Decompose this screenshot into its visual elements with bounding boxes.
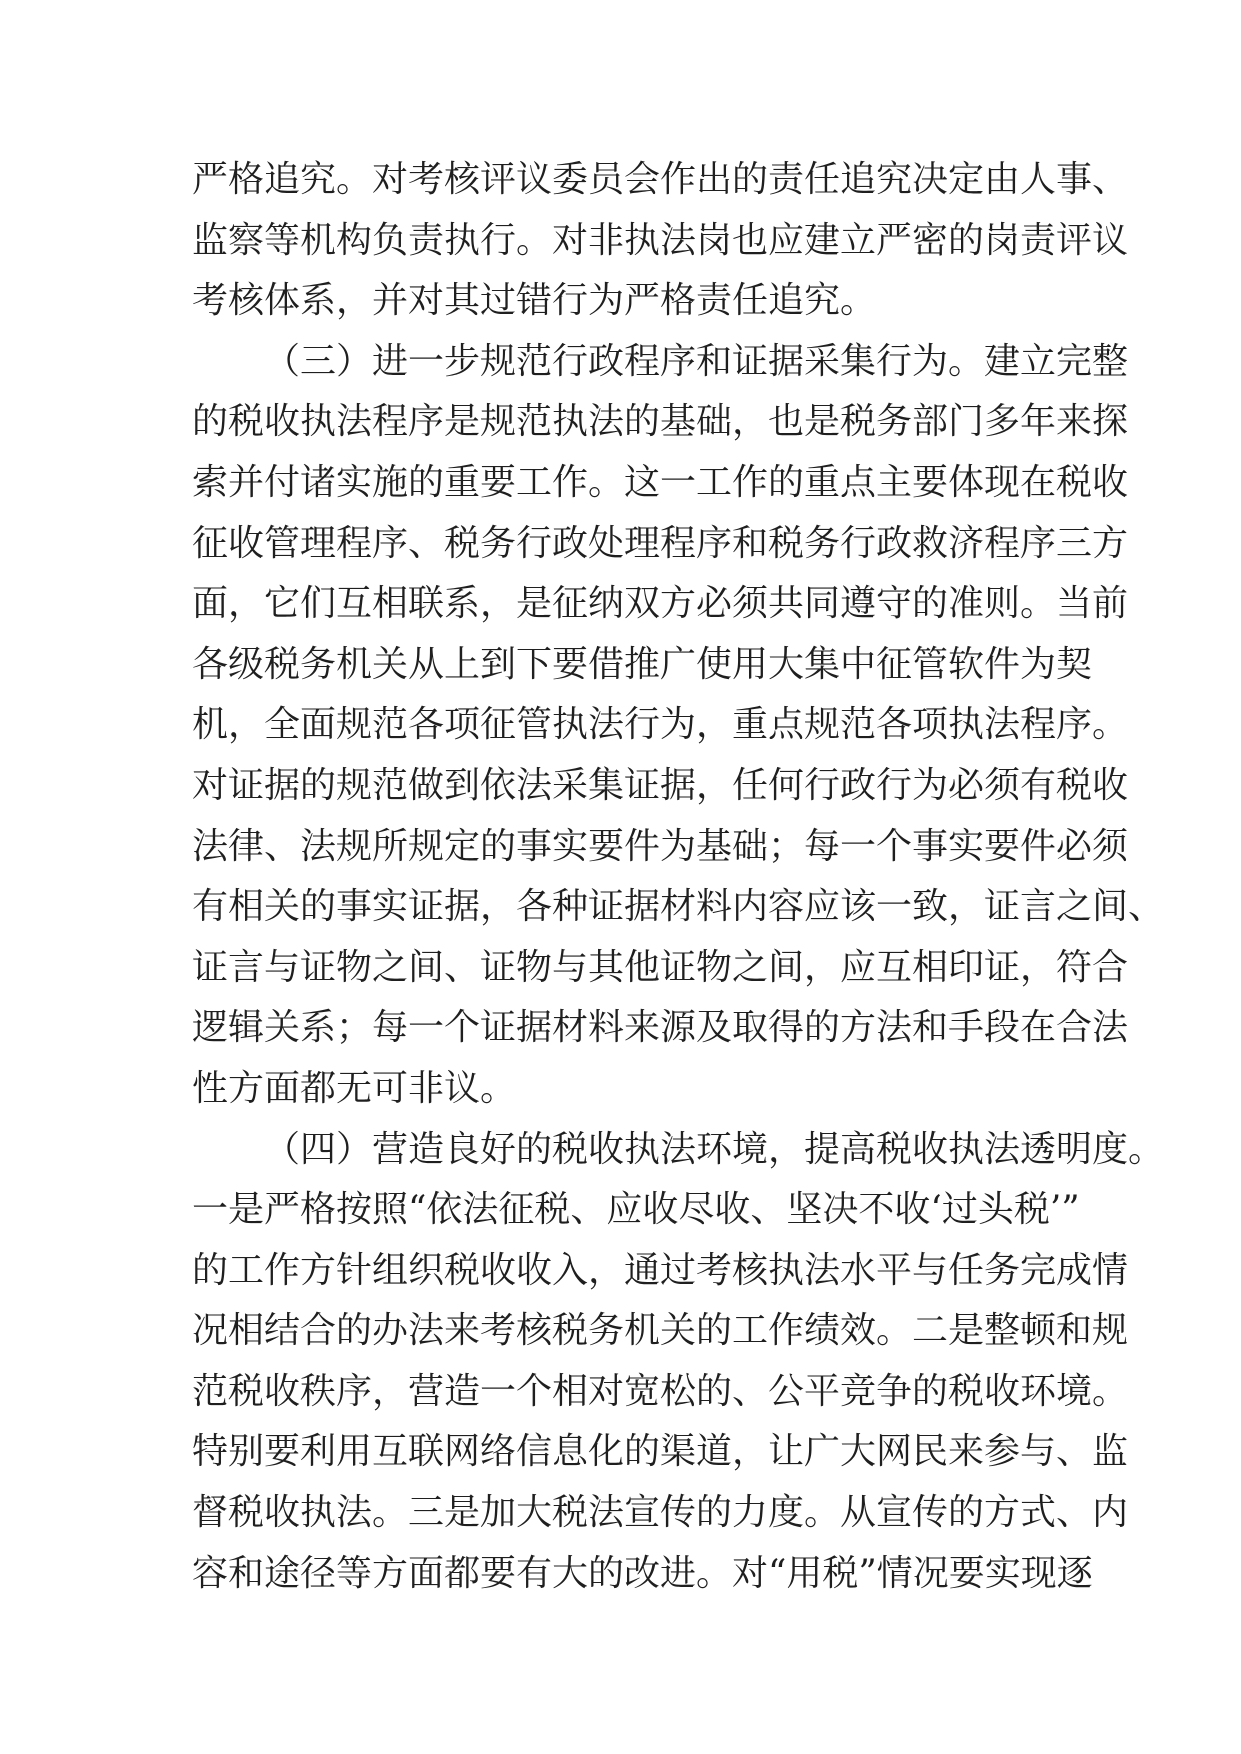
- text-line: 的税收执法程序是规范执法的基础，也是税务部门多年来探: [192, 401, 1129, 443]
- text-line: 性方面都无可非议。: [192, 1067, 517, 1109]
- text-line: 法律、法规所规定的事实要件为基础；每一个事实要件必须: [192, 825, 1129, 867]
- text-line: 一是严格按照“依法征税、应收尽收、坚决不收‘过头税’”: [192, 1189, 1080, 1231]
- text-line: 范税收秩序，营造一个相对宽松的、公平竞争的税收环境。: [192, 1370, 1129, 1412]
- text-line: 逻辑关系；每一个证据材料来源及取得的方法和手段在合法: [192, 1007, 1129, 1049]
- text-line: 严格追究。对考核评议委员会作出的责任追究决定由人事、: [192, 159, 1129, 200]
- text-line: 考核体系，并对其过错行为严格责任追究。: [192, 280, 877, 322]
- text-line: 的工作方针组织税收收入，通过考核执法水平与任务完成情: [192, 1249, 1129, 1291]
- text-line: 机，全面规范各项征管执法行为，重点规范各项执法程序。: [192, 704, 1129, 746]
- text-line: 对证据的规范做到依法采集证据，任何行政行为必须有税收: [192, 764, 1129, 806]
- text-line: 索并付诸实施的重要工作。这一工作的重点主要体现在税收: [192, 461, 1129, 503]
- text-line: 特别要利用互联网络信息化的渠道，让广大网民来参与、监: [192, 1431, 1129, 1473]
- text-line: 容和途径等方面都要有大的改进。对“用税”情况要实现逐: [192, 1552, 1093, 1594]
- text-line: 证言与证物之间、证物与其他证物之间，应互相印证，符合: [192, 946, 1129, 988]
- text-line: 况相结合的办法来考核税务机关的工作绩效。二是整顿和规: [192, 1310, 1129, 1352]
- text-line: 督税收执法。三是加大税法宣传的力度。从宣传的方式、内: [192, 1492, 1129, 1534]
- text-line: 监察等机构负责执行。对非执法岗也应建立严密的岗责评议: [192, 219, 1129, 261]
- body-text: [192, 150, 1165, 1604]
- text-line: 各级税务机关从上到下要借推广使用大集中征管软件为契: [192, 643, 1093, 685]
- text-line: 征收管理程序、税务行政处理程序和税务行政救济程序三方: [192, 522, 1129, 564]
- section-heading-4: （四）营造良好的税收执法环境，提高税收执法透明度。: [264, 1128, 1165, 1170]
- text-line: 有相关的事实证据，各种证据材料内容应该一致，证言之间、: [192, 886, 1165, 928]
- text-line: 面，它们互相联系，是征纳双方必须共同遵守的准则。当前: [192, 583, 1129, 625]
- section-heading-3: （三）进一步规范行政程序和证据采集行为。建立完整: [264, 340, 1129, 382]
